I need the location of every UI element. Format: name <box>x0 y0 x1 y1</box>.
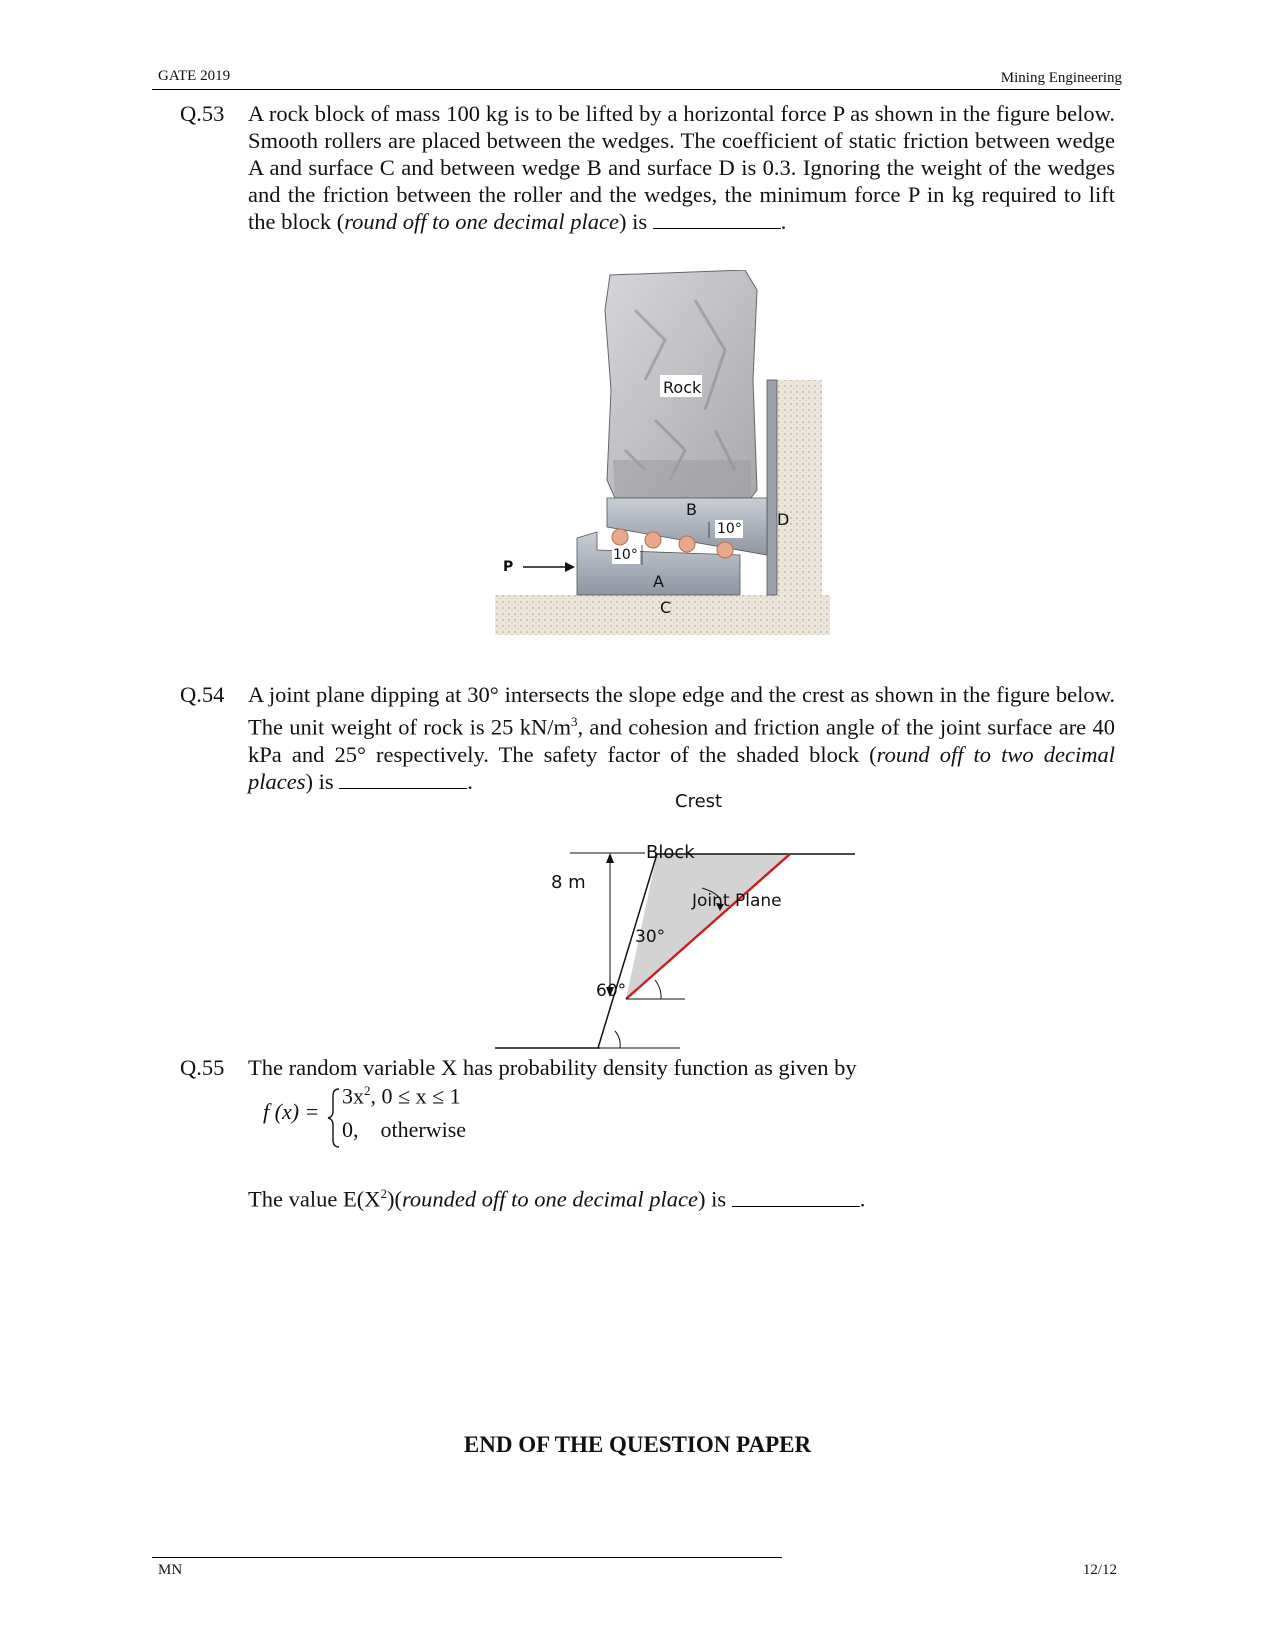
footer-page-number: 12/12 <box>1082 1562 1117 1578</box>
question-55-value: The value $E(X^2)(rounded$ off to one decimal place) is . <box>248 1186 866 1212</box>
footer-paper-code: MN <box>158 1562 183 1578</box>
question-text: A joint plane dipping at 30° intersects the slope edge and the crest as shown in the figure below. The unit weight of rock is 25 $kN/m^3$, and cohesion and friction angle of the joint surface are 40 kPa and 25° respectively. The safety factor of the shaded block (round off to two decimal places) is . <box>248 682 1115 794</box>
footer-rule <box>152 1557 782 1558</box>
question-number: Q.55 <box>180 1055 225 1080</box>
wall-surface <box>777 380 822 595</box>
block-label: Block <box>646 842 695 863</box>
answer-blank[interactable] <box>732 1188 860 1207</box>
angle-b-label: 10° <box>717 521 742 537</box>
force-p-label: P <box>503 559 514 575</box>
height-label: 8 m <box>551 872 586 893</box>
angle-a-label: 10° <box>613 547 638 563</box>
surface-d-label: D <box>777 510 790 529</box>
header-exam-title: GATE 2019 <box>158 68 231 84</box>
slope-angle-label: 60° <box>596 981 627 1001</box>
pdf-case-1: $3x^2$, 0 ≤ x ≤ 1 <box>342 1083 461 1109</box>
question-text: A rock block of mass 100 kg is to be lifted by a horizontal force P as shown in the figure below. Smooth rollers are placed between the wedges. The coefficient of static friction between wedge A and surface C and between wedge B and surface D is 0.3. Ignoring the weight of the wedges and the friction between the roller and the wedges, the minimum force P in kg required to lift the block (round off to one decimal place) is . <box>248 101 1115 234</box>
pdf-function-name: f (x) = <box>263 1099 320 1124</box>
wedge-b-label: B <box>686 500 697 519</box>
header-rule <box>152 89 1120 90</box>
end-of-paper: END OF THE QUESTION PAPER <box>463 1432 812 1457</box>
rock-label: Rock <box>663 378 702 397</box>
question-text: The random variable X has probability density function as given by <box>248 1055 857 1080</box>
joint-plane-label: Joint Plane <box>692 891 782 911</box>
answer-blank[interactable] <box>653 210 781 229</box>
wedge-a-label: A <box>653 572 664 591</box>
slope-figure <box>495 791 860 1065</box>
surface-c-label: C <box>660 598 672 617</box>
question-54 <box>180 681 1115 795</box>
question-number: Q.54 <box>180 682 225 707</box>
joint-angle-label: 30° <box>635 927 666 947</box>
piecewise-brace <box>326 1087 342 1149</box>
wedge-figure <box>495 270 840 662</box>
pdf-case-2: 0, otherwise <box>342 1117 467 1142</box>
crest-label: Crest <box>675 791 723 812</box>
question-55 <box>180 1054 1115 1081</box>
answer-blank[interactable] <box>339 770 467 789</box>
question-number: Q.53 <box>180 101 225 126</box>
question-53 <box>180 100 1115 235</box>
header-subject: Mining Engineering <box>1000 70 1122 86</box>
